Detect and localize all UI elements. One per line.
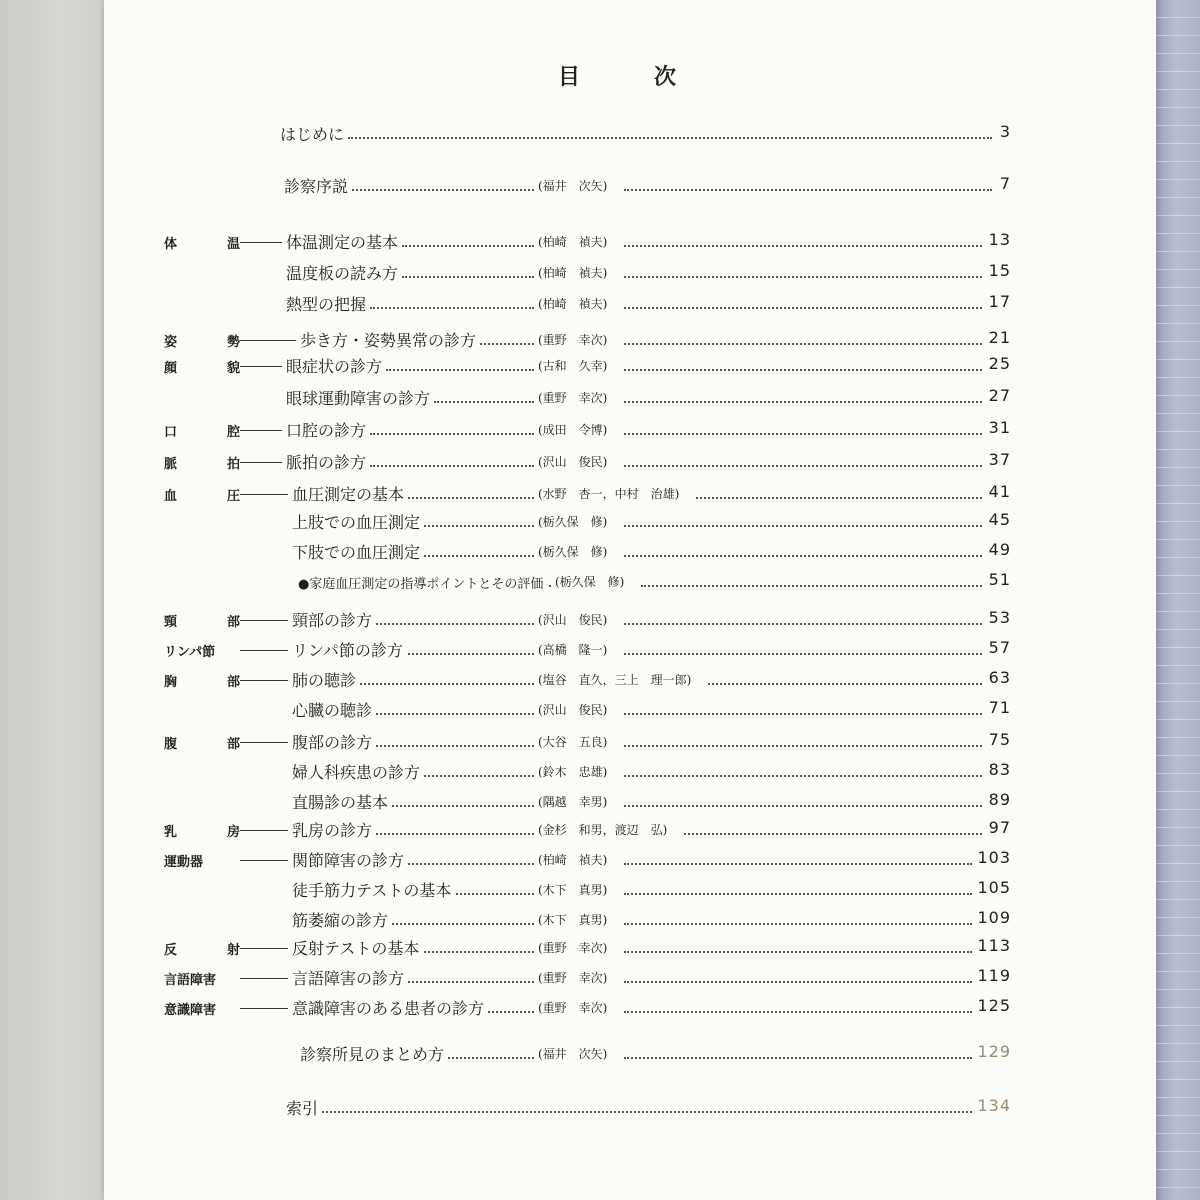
- toc-leader-dots: [392, 923, 534, 925]
- toc-entry[interactable]: [104, 450, 1156, 474]
- toc-entry-author: (水野 杏一，中村 治雄): [538, 487, 680, 501]
- toc-page-number: 129: [977, 1042, 1011, 1061]
- toc-page-number: 103: [977, 848, 1011, 867]
- toc-leader-dots: [624, 465, 982, 467]
- toc-category: 体 温: [164, 237, 240, 252]
- toc-leader-dots: [488, 1011, 534, 1013]
- toc-page-number: 97: [988, 818, 1011, 837]
- toc-entry[interactable]: [104, 818, 1156, 842]
- toc-leader-dots: [624, 525, 982, 527]
- toc-leader-dots: [696, 497, 982, 499]
- toc-entry-author: (重野 幸次): [538, 941, 608, 955]
- toc-entry-title: 乳房の診方: [292, 821, 373, 840]
- category-leader-line: [240, 620, 288, 621]
- toc-entry-title: 脈拍の診方: [286, 453, 367, 472]
- toc-page-number: 51: [988, 570, 1011, 589]
- toc-entry[interactable]: [104, 510, 1156, 534]
- toc-entry[interactable]: [104, 608, 1156, 632]
- category-leader-line: [240, 742, 288, 743]
- toc-category: 血 圧: [164, 489, 240, 504]
- toc-entry-title: 直腸診の基本: [292, 793, 389, 812]
- toc-page-number: 15: [988, 261, 1011, 280]
- toc-entry-title: 索引: [286, 1099, 319, 1118]
- toc-entry-title: 腹部の診方: [292, 733, 373, 752]
- toc-leader-dots: [376, 623, 534, 625]
- toc-leader-dots: [549, 585, 551, 587]
- toc-category: 脈 拍: [164, 457, 240, 472]
- toc-entry[interactable]: [104, 1042, 1156, 1066]
- toc-entry-author: (栃久保 修): [538, 545, 608, 559]
- toc-entry-author: (沢山 俊民): [538, 455, 608, 469]
- toc-page-number: 53: [988, 608, 1011, 627]
- toc-page-number: 3: [999, 122, 1011, 141]
- category-leader-line: [240, 494, 288, 495]
- toc-category: 胸 部: [164, 675, 240, 690]
- toc-leader-dots: [624, 775, 982, 777]
- toc-entry-author: (沢山 俊民): [538, 703, 608, 717]
- toc-entry-title: 体温測定の基本: [286, 233, 399, 252]
- toc-page-number: 45: [988, 510, 1011, 529]
- toc-entry-author: (塩谷 直久，三上 理一郎): [538, 673, 692, 687]
- toc-entry-author: (木下 真男): [538, 913, 608, 927]
- toc-leader-dots: [376, 713, 534, 715]
- toc-entry-author: (福井 次矢): [538, 179, 608, 193]
- toc-leader-dots: [624, 1057, 972, 1059]
- toc-entry-author: (柏崎 禎夫): [538, 297, 608, 311]
- toc-leader-dots: [434, 401, 534, 403]
- toc-entry[interactable]: [104, 936, 1156, 960]
- toc-category: 反 射: [164, 943, 240, 958]
- toc-entry-author: (古和 久幸): [538, 359, 608, 373]
- toc-entry-title: 診察序説: [284, 177, 349, 196]
- toc-leader-dots: [624, 307, 982, 309]
- toc-category: 腹 部: [164, 737, 240, 752]
- toc-entry[interactable]: [104, 848, 1156, 872]
- toc-entry-title: はじめに: [280, 125, 345, 144]
- toc-leader-dots: [386, 369, 534, 371]
- toc-entry-title: 徒手筋力テストの基本: [292, 881, 452, 900]
- toc-leader-dots: [402, 245, 534, 247]
- toc-leader-dots: [402, 276, 534, 278]
- category-leader-line: [240, 680, 288, 681]
- toc-entry-author: (重野 幸次): [538, 391, 608, 405]
- toc-leader-dots: [624, 893, 972, 895]
- category-leader-line: [240, 830, 288, 831]
- toc-page-number: 134: [977, 1096, 1011, 1115]
- toc-entry[interactable]: [104, 292, 1156, 316]
- toc-page-number: 41: [988, 482, 1011, 501]
- toc-entry-title: 温度板の読み方: [286, 264, 399, 283]
- toc-entry[interactable]: [104, 638, 1156, 662]
- toc-leader-dots: [684, 833, 982, 835]
- toc-leader-dots: [448, 1057, 534, 1059]
- toc-entry-author: (木下 真男): [538, 883, 608, 897]
- toc-category: 乳 房: [164, 825, 240, 840]
- toc-page-number: 7: [999, 174, 1011, 193]
- toc-page-number: 105: [977, 878, 1011, 897]
- toc-leader-dots: [392, 805, 534, 807]
- category-leader-line: [240, 430, 282, 431]
- toc-entry-title: 下肢での血圧測定: [292, 543, 421, 562]
- toc-leader-dots: [624, 713, 982, 715]
- toc-page-number: 57: [988, 638, 1011, 657]
- toc-leader-dots: [624, 951, 972, 953]
- toc-entry-author: (隅越 幸男): [538, 795, 608, 809]
- page-title: 目 次: [557, 65, 702, 90]
- toc-category: 顔 貌: [164, 361, 240, 376]
- toc-page-number: 31: [988, 418, 1011, 437]
- toc-entry-author: (栃久保 修): [538, 515, 608, 529]
- toc-page-number: 63: [988, 668, 1011, 687]
- toc-page-number: 21: [988, 328, 1011, 347]
- toc-entry[interactable]: [104, 878, 1156, 902]
- toc-leader-dots: [376, 745, 534, 747]
- toc-entry-title: ●家庭血圧測定の指導ポイントとその評価: [298, 577, 544, 592]
- toc-entry-title: 婦人科疾患の診方: [292, 763, 421, 782]
- toc-page-number: 49: [988, 540, 1011, 559]
- toc-leader-dots: [370, 307, 534, 309]
- toc-entry-author: (鈴木 忠雄): [538, 765, 608, 779]
- toc-entry[interactable]: [104, 174, 1156, 198]
- toc-entry[interactable]: [104, 570, 1156, 594]
- toc-entry-author: (重野 幸次): [538, 971, 608, 985]
- toc-entry-title: 反射テストの基本: [292, 939, 420, 958]
- toc-leader-dots: [624, 863, 972, 865]
- toc-category: 頸 部: [164, 615, 240, 630]
- toc-entry-title: 頸部の診方: [292, 611, 373, 630]
- toc-entry-title: 眼球運動障害の診方: [286, 389, 431, 408]
- toc-entry[interactable]: [104, 230, 1156, 254]
- toc-entry[interactable]: [104, 908, 1156, 932]
- toc-page-number: 27: [988, 386, 1011, 405]
- toc-leader-dots: [424, 525, 534, 527]
- toc-leader-dots: [352, 189, 534, 191]
- toc-entry-author: (沢山 俊民): [538, 613, 608, 627]
- category-leader-line: [240, 366, 282, 367]
- toc-leader-dots: [624, 745, 982, 747]
- toc-entry-author: (金杉 和男，渡辺 弘): [538, 823, 668, 837]
- category-leader-line: [240, 340, 296, 341]
- toc-entry[interactable]: [104, 418, 1156, 442]
- toc-leader-dots: [624, 1011, 972, 1013]
- toc-entry-author: (福井 次矢): [538, 1047, 608, 1061]
- toc-leader-dots: [370, 433, 534, 435]
- toc-leader-dots: [348, 137, 992, 139]
- toc-page-number: 125: [977, 996, 1011, 1015]
- toc-entry-title: 筋萎縮の診方: [292, 911, 389, 930]
- toc-entry-title: 関節障害の診方: [292, 851, 405, 870]
- toc-category: 姿 勢: [164, 335, 240, 350]
- toc-leader-dots: [624, 923, 972, 925]
- toc-entry[interactable]: [104, 261, 1156, 285]
- toc-page-number: 109: [977, 908, 1011, 927]
- toc-page-number: 75: [988, 730, 1011, 749]
- toc-entry-title: 歩き方・姿勢異常の診方: [300, 331, 477, 350]
- toc-category: 意識障害: [164, 1003, 217, 1018]
- toc-leader-dots: [624, 245, 982, 247]
- toc-leader-dots: [624, 369, 982, 371]
- toc-leader-dots: [480, 343, 534, 345]
- toc-entry-title: 意識障害のある患者の診方: [292, 999, 485, 1018]
- toc-leader-dots: [624, 433, 982, 435]
- toc-entry[interactable]: [104, 482, 1156, 506]
- book-cover-edge: [1156, 0, 1200, 1200]
- toc-entry-author: (柏崎 禎夫): [538, 853, 608, 867]
- toc-leader-dots: [624, 401, 982, 403]
- category-leader-line: [240, 1008, 288, 1009]
- toc-leader-dots: [624, 981, 972, 983]
- category-leader-line: [240, 462, 282, 463]
- toc-entry[interactable]: [104, 668, 1156, 692]
- toc-entry-title: 熱型の把握: [286, 295, 367, 314]
- toc-leader-dots: [408, 653, 534, 655]
- category-leader-line: [240, 948, 288, 949]
- category-leader-line: [240, 860, 288, 861]
- toc-category: 運動器: [164, 855, 204, 870]
- toc-entry[interactable]: [104, 966, 1156, 990]
- toc-entry[interactable]: [104, 540, 1156, 564]
- toc-entry[interactable]: [104, 730, 1156, 754]
- toc-page-number: 37: [988, 450, 1011, 469]
- toc-entry-author: (大谷 五良): [538, 735, 608, 749]
- toc-entry[interactable]: [104, 698, 1156, 722]
- toc-leader-dots: [624, 276, 982, 278]
- toc-leader-dots: [624, 555, 982, 557]
- toc-leader-dots: [641, 585, 982, 587]
- toc-category: 言語障害: [164, 973, 217, 988]
- toc-page-number: 113: [977, 936, 1011, 955]
- toc-category: 口 腔: [164, 425, 240, 440]
- toc-leader-dots: [624, 623, 982, 625]
- toc-leader-dots: [360, 683, 534, 685]
- toc-entry[interactable]: [104, 996, 1156, 1020]
- category-leader-line: [240, 650, 288, 651]
- category-leader-line: [240, 242, 282, 243]
- toc-entry[interactable]: [104, 354, 1156, 378]
- toc-leader-dots: [424, 555, 534, 557]
- toc-leader-dots: [708, 683, 982, 685]
- toc-page-number: 83: [988, 760, 1011, 779]
- toc-leader-dots: [376, 833, 534, 835]
- toc-leader-dots: [424, 951, 534, 953]
- toc-entry-author: (柏崎 禎夫): [538, 266, 608, 280]
- toc-entry-title: 眼症状の診方: [286, 357, 383, 376]
- toc-entry-title: 口腔の診方: [286, 421, 367, 440]
- toc-page-number: 17: [988, 292, 1011, 311]
- toc-leader-dots: [408, 981, 534, 983]
- toc-entry-title: 心臓の聴診: [292, 701, 373, 720]
- toc-page-number: 119: [977, 966, 1011, 985]
- toc-entry[interactable]: [104, 1096, 1156, 1120]
- toc-entry-author: (重野 幸次): [538, 1001, 608, 1015]
- toc-entry[interactable]: [104, 760, 1156, 784]
- toc-entry[interactable]: [104, 122, 1156, 146]
- toc-entry-title: 上肢での血圧測定: [292, 513, 421, 532]
- toc-entry[interactable]: [104, 790, 1156, 814]
- toc-leader-dots: [408, 497, 534, 499]
- toc-entry-title: リンパ節の診方: [292, 641, 403, 660]
- toc-entry-title: 言語障害の診方: [292, 969, 405, 988]
- toc-entry-title: 肺の聴診: [292, 671, 357, 690]
- toc-leader-dots: [424, 775, 534, 777]
- background-surface: [0, 0, 104, 1200]
- toc-entry-title: 血圧測定の基本: [292, 485, 405, 504]
- toc-leader-dots: [624, 189, 992, 191]
- toc-leader-dots: [624, 653, 982, 655]
- toc-leader-dots: [370, 465, 534, 467]
- toc-leader-dots: [624, 805, 982, 807]
- toc-leader-dots: [408, 863, 534, 865]
- book-page: [104, 0, 1156, 1200]
- toc-page-number: 13: [988, 230, 1011, 249]
- toc-leader-dots: [456, 893, 534, 895]
- toc-entry[interactable]: [104, 328, 1156, 352]
- toc-entry-author: (栃久保 修): [555, 575, 625, 589]
- toc-entry-author: (重野 幸次): [538, 333, 608, 347]
- toc-entry-author: (高橋 隆一): [538, 643, 608, 657]
- toc-page-number: 25: [988, 354, 1011, 373]
- toc-page-number: 89: [988, 790, 1011, 809]
- toc-category: リンパ節: [164, 645, 216, 660]
- toc-leader-dots: [624, 343, 982, 345]
- toc-entry-author: (成田 令博): [538, 423, 608, 437]
- category-leader-line: [240, 978, 288, 979]
- toc-entry[interactable]: [104, 386, 1156, 410]
- toc-leader-dots: [322, 1111, 972, 1113]
- toc-entry-author: (柏崎 禎夫): [538, 235, 608, 249]
- toc-entry-title: 診察所見のまとめ方: [300, 1045, 445, 1064]
- toc-page-number: 71: [988, 698, 1011, 717]
